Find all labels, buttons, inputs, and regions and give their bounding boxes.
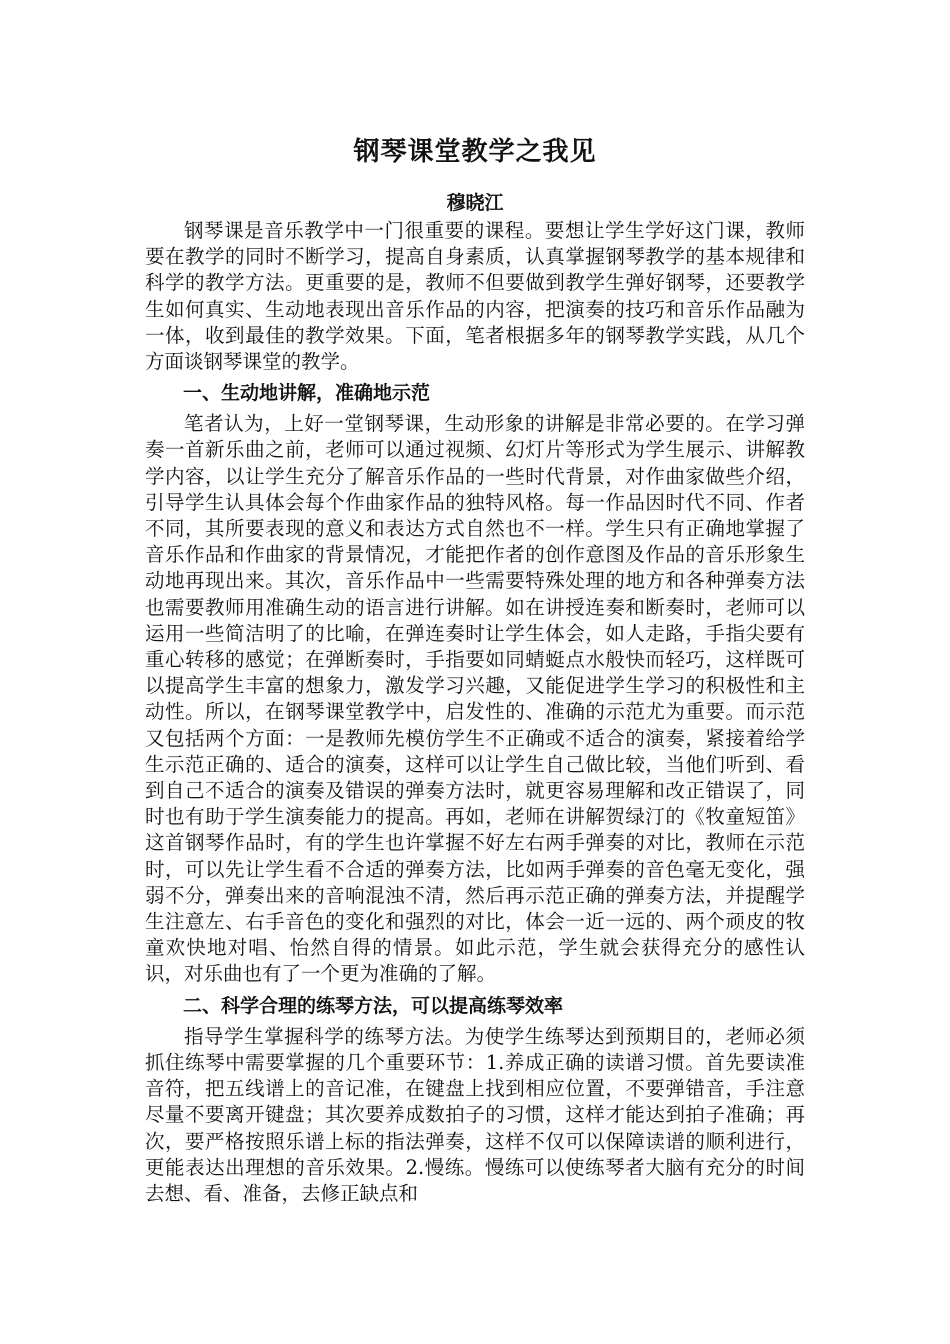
document-title: 钢琴课堂教学之我见 bbox=[353, 137, 597, 167]
intro-paragraph: 钢琴课是音乐教学中一门很重要的课程。要想让学生学好这门课，教师要在教学的同时不断学习，提高自身素质，认真掌握钢琴教学的基本规律和科学的教学方法。更重要的是，教师不但要做到教学生弹好钢琴，还要教学生如何真实、生动地表现出音乐作品的内容，把演奏的技巧和音乐作品融为一体，收到最佳的教学效果。下面，笔者根据多年的钢琴教学实践，从几个方面谈钢琴课堂的教学。 bbox=[145, 219, 805, 374]
section-heading-2: 二、科学合理的练琴方法，可以提高练琴效率 bbox=[183, 994, 564, 1017]
author-name: 穆晓江 bbox=[446, 192, 504, 214]
document-page bbox=[145, 132, 805, 1207]
section-2-paragraph: 指导学生掌握科学的练琴方法。为使学生练琴达到预期目的，老师必须抓住练琴中需要掌握的几个重要环节：1.养成正确的读谱习惯。首先要读准音符，把五线谱上的音记准，在键盘上找到相应位置，不要弹错音，手注意尽量不要离开键盘；其次要养成数拍子的习惯，这样才能达到拍子准确；再次，要严格按照乐谱上标的指法弹奏，这样不仅可以保障读谱的顺利进行，更能表达出理想的音乐效果。2.慢练。慢练可以使练琴者大脑有充分的时间去想、看、准备，去修正缺点和 bbox=[145, 1024, 805, 1205]
section-1-paragraph: 笔者认为，上好一堂钢琴课，生动形象的讲解是非常必要的。在学习弹奏一首新乐曲之前，老师可以通过视频、幻灯片等形式为学生展示、讲解教学内容，以让学生充分了解音乐作品的一些时代背景，对作曲家做些介绍，引导学生认具体会每个作曲家作品的独特风格。每一作品因时代不同、作者不同，其所要表现的意义和表达方式自然也不一样。学生只有正确地掌握了音乐作品和作曲家的背景情况，才能把作者的创作意图及作品的音乐形象生动地再现出来。其次，音乐作品中一些需要特殊处理的地方和各种弹奏方法也需要教师用准确生动的语言进行讲解。如在讲授连奏和断奏时，老师可以运用一些简洁明了的比喻，在弹连奏时让学生体会，如人走路，手指尖要有重心转移的感觉；在弹断奏时，手指要如同蜻蜓点水般快而轻巧，这样既可以提高学生丰富的想象力，激发学习兴趣，又能促进学生学习的积极性和主动性。所以，在钢琴课堂教学中，启发性的、准确的示范尤为重要。而示范又包括两个方面：一是教师先模仿学生不正确或不适合的演奏，紧接着给学生示范正确的、适合的演奏，这样可以让学生自己做比较，当他们听到、看到自己不适合的演奏及错误的弹奏方法时，就更容易理解和改正错误了，同时也有助于学生演奏能力的提高。再如，老师在讲解贺绿汀的《牧童短笛》这首钢琴作品时，有的学生也许掌握不好左右两手弹奏的对比，教师在示范时，可以先让学生看不合适的弹奏方法，比如两手弹奏的音色毫无变化，强弱不分，弹奏出来的音响混浊不清，然后再示范正确的弹奏方法，并提醒学生注意左、右手音色的变化和强烈的对比，体会一近一远的、两个顽皮的牧童欢快地对唱、怡然自得的情景。如此示范，学生就会获得充分的感性认识，对乐曲也有了一个更为准确的了解。 bbox=[145, 412, 805, 986]
section-heading-1: 一、生动地讲解，准确地示范 bbox=[183, 382, 431, 405]
